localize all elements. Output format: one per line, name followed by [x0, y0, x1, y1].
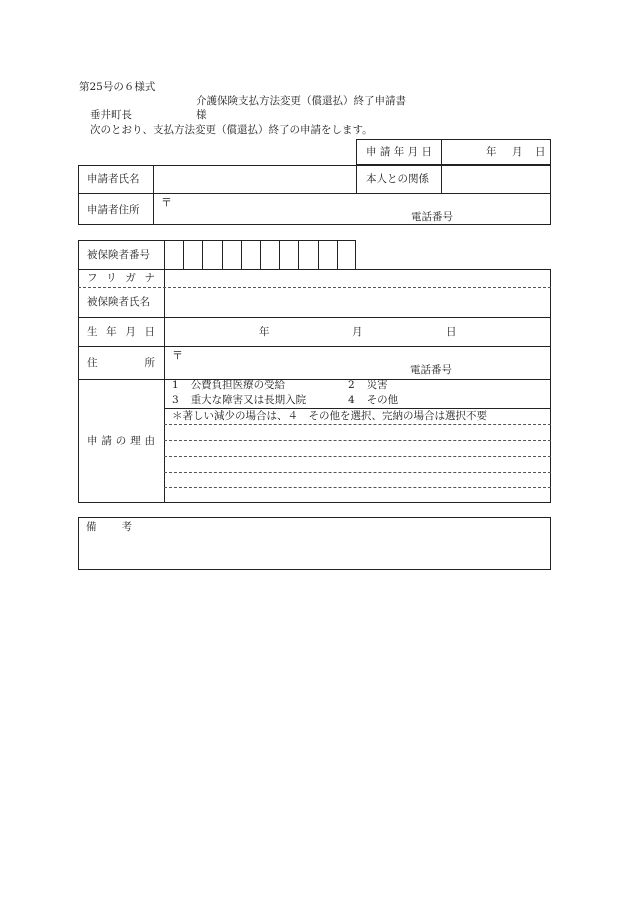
insured-name-label: 被保険者氏名 — [87, 296, 150, 308]
reason-line-3[interactable] — [164, 472, 551, 473]
applicant-name-field[interactable] — [155, 167, 354, 191]
insured-number-digit-box[interactable] — [241, 240, 260, 270]
insured-number-digit-box[interactable] — [183, 240, 202, 270]
insured-name-field[interactable] — [166, 289, 549, 316]
insured-number-digit-box[interactable] — [164, 240, 183, 270]
reason-option-3-text: 重大な障害又は長期入院 — [190, 394, 307, 406]
reason-option-2[interactable] — [348, 380, 388, 391]
application-date-year: 年 — [486, 146, 497, 158]
application-date-day: 日 — [535, 146, 546, 158]
application-date-month: 月 — [512, 146, 523, 158]
reason-line-4[interactable] — [164, 487, 551, 488]
form-number: 第25号の６様式 — [79, 81, 156, 93]
insured-address-field[interactable] — [166, 348, 549, 378]
application-date-field[interactable] — [442, 140, 550, 164]
insured-postal-mark: 〒 — [172, 349, 183, 362]
insured-number-label: 被保険者番号 — [87, 249, 150, 261]
furigana-field[interactable] — [166, 271, 549, 286]
form-title: 介護保険支払方法変更（償還払）終了申請書 — [196, 95, 406, 107]
reason-label: 申 請 の 理 由 — [87, 435, 155, 447]
postal-mark: 〒 — [161, 196, 172, 209]
reason-line-1[interactable] — [164, 440, 551, 441]
honorific: 様 — [196, 109, 207, 121]
reason-option-1[interactable] — [172, 380, 285, 391]
insured-number-digit-box[interactable] — [279, 240, 298, 270]
reason-option-2-text: 災害 — [366, 379, 388, 391]
relation-field[interactable] — [443, 167, 549, 191]
birth-date-field[interactable] — [166, 319, 549, 345]
reason-option-2-num: 2 — [348, 379, 355, 391]
insured-number-digit-box[interactable] — [222, 240, 241, 270]
applicant-address-field[interactable] — [155, 195, 549, 223]
applicant-address-label: 申請者住所 — [87, 204, 140, 216]
remarks-label: 備 考 — [86, 521, 132, 533]
reason-option-4-text: その他 — [366, 394, 399, 406]
insured-number-digit-box[interactable] — [298, 240, 317, 270]
remarks-field[interactable] — [140, 520, 548, 567]
reason-line-2[interactable] — [164, 456, 551, 457]
reason-option-3-num: 3 — [172, 394, 179, 406]
applicant-name-label: 申請者氏名 — [87, 173, 140, 185]
addressee: 垂井町長 — [90, 109, 132, 121]
insured-number-digit-box[interactable] — [318, 240, 337, 270]
insured-phone-label: 電話番号 — [410, 364, 452, 376]
reason-option-4[interactable] — [348, 395, 398, 406]
furigana-label: フ リ ガ ナ — [87, 272, 155, 284]
applicant-phone-label: 電話番号 — [411, 211, 453, 223]
reason-option-1-text: 公費負担医療の受給 — [190, 379, 286, 391]
reason-note: ＊著しい減少の場合は、４ その他を選択、完納の場合は選択不要 — [172, 410, 487, 422]
relation-label: 本人との関係 — [366, 173, 429, 185]
reason-option-3[interactable] — [172, 395, 306, 406]
insured-address-label: 住 所 — [87, 357, 155, 369]
birth-month: 月 — [352, 326, 363, 338]
insured-number-digit-box[interactable] — [260, 240, 279, 270]
reason-option-1-num: 1 — [172, 379, 179, 391]
birth-year: 年 — [259, 326, 270, 338]
birth-day: 日 — [446, 326, 457, 338]
intro-text: 次のとおり、支払方法変更（償還払）終了の申請をします。 — [90, 124, 373, 136]
insured-number-digit-box[interactable] — [337, 240, 356, 270]
insured-number-digit-box[interactable] — [202, 240, 221, 270]
reason-option-4-num: 4 — [348, 394, 355, 406]
birth-date-label: 生 年 月 日 — [87, 326, 155, 338]
application-date-label: 申 請 年 月 日 — [366, 146, 432, 158]
